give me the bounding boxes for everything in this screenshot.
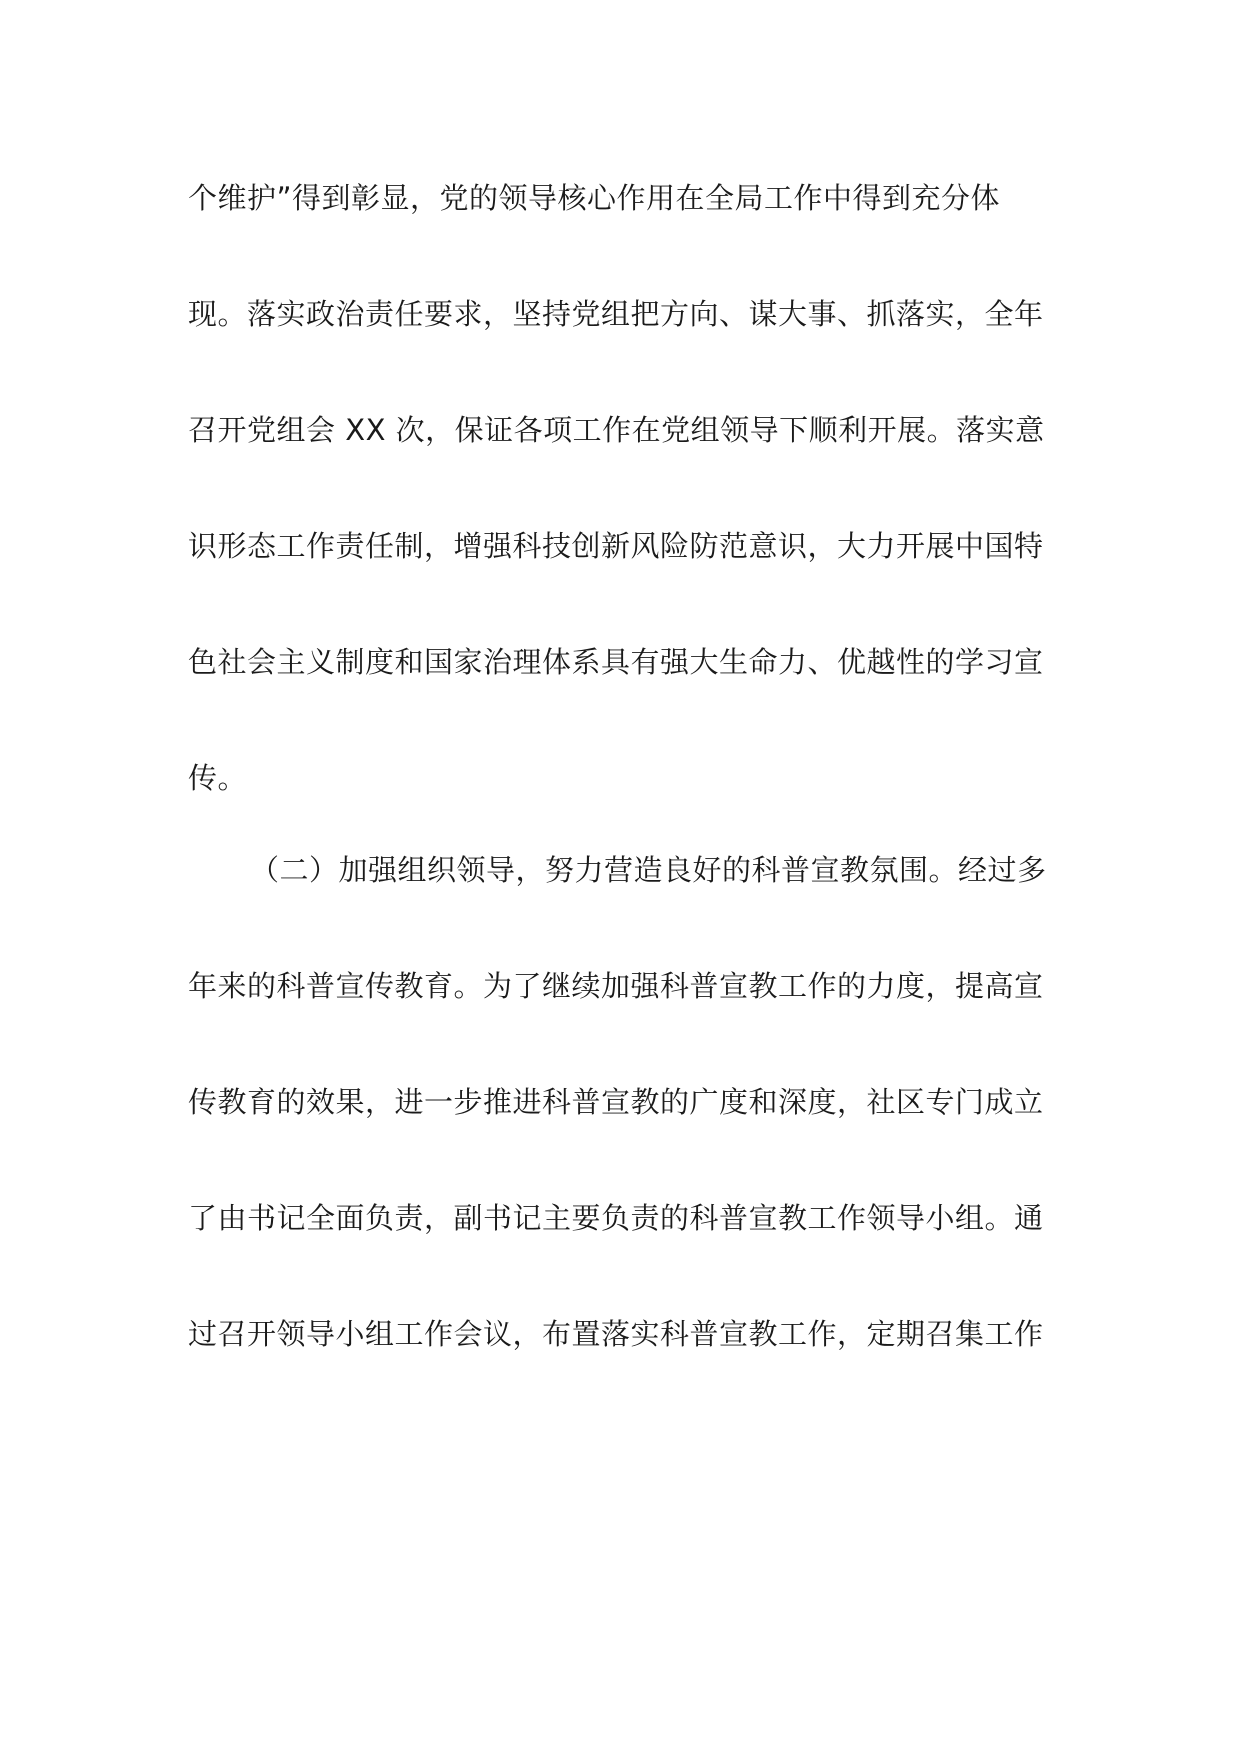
text-line-9: 传教育的效果，进一步推进科普宣教的广度和深度，社区专门成立: [188, 1085, 1044, 1119]
text-line-8: 年来的科普宣传教育。为了继续加强科普宣教工作的力度，提高宣: [188, 969, 1044, 1003]
text-line-2: 现。落实政治责任要求，坚持党组把方向、谋大事、抓落实，全年: [188, 297, 1044, 331]
text-line-10: 了由书记全面负责，副书记主要负责的科普宣教工作领导小组。通: [188, 1201, 1044, 1235]
text-line-11: 过召开领导小组工作会议，布置落实科普宣教工作，定期召集工作: [188, 1317, 1044, 1351]
text-line-5: 色社会主义制度和国家治理体系具有强大生命力、优越性的学习宣: [188, 645, 1044, 679]
section-heading-line: （二）加强组织领导，努力营造良好的科普宣教氛围。经过多: [250, 853, 1047, 887]
text-line-4: 识形态工作责任制，增强科技创新风险防范意识，大力开展中国特: [188, 529, 1044, 563]
text-line-1: 个维护”得到彰显，党的领导核心作用在全局工作中得到充分体: [188, 181, 1001, 215]
text-line-6: 传。: [188, 761, 248, 795]
text-line-3: 召开党组会 XX 次，保证各项工作在党组领导下顺利开展。落实意: [188, 413, 1045, 447]
